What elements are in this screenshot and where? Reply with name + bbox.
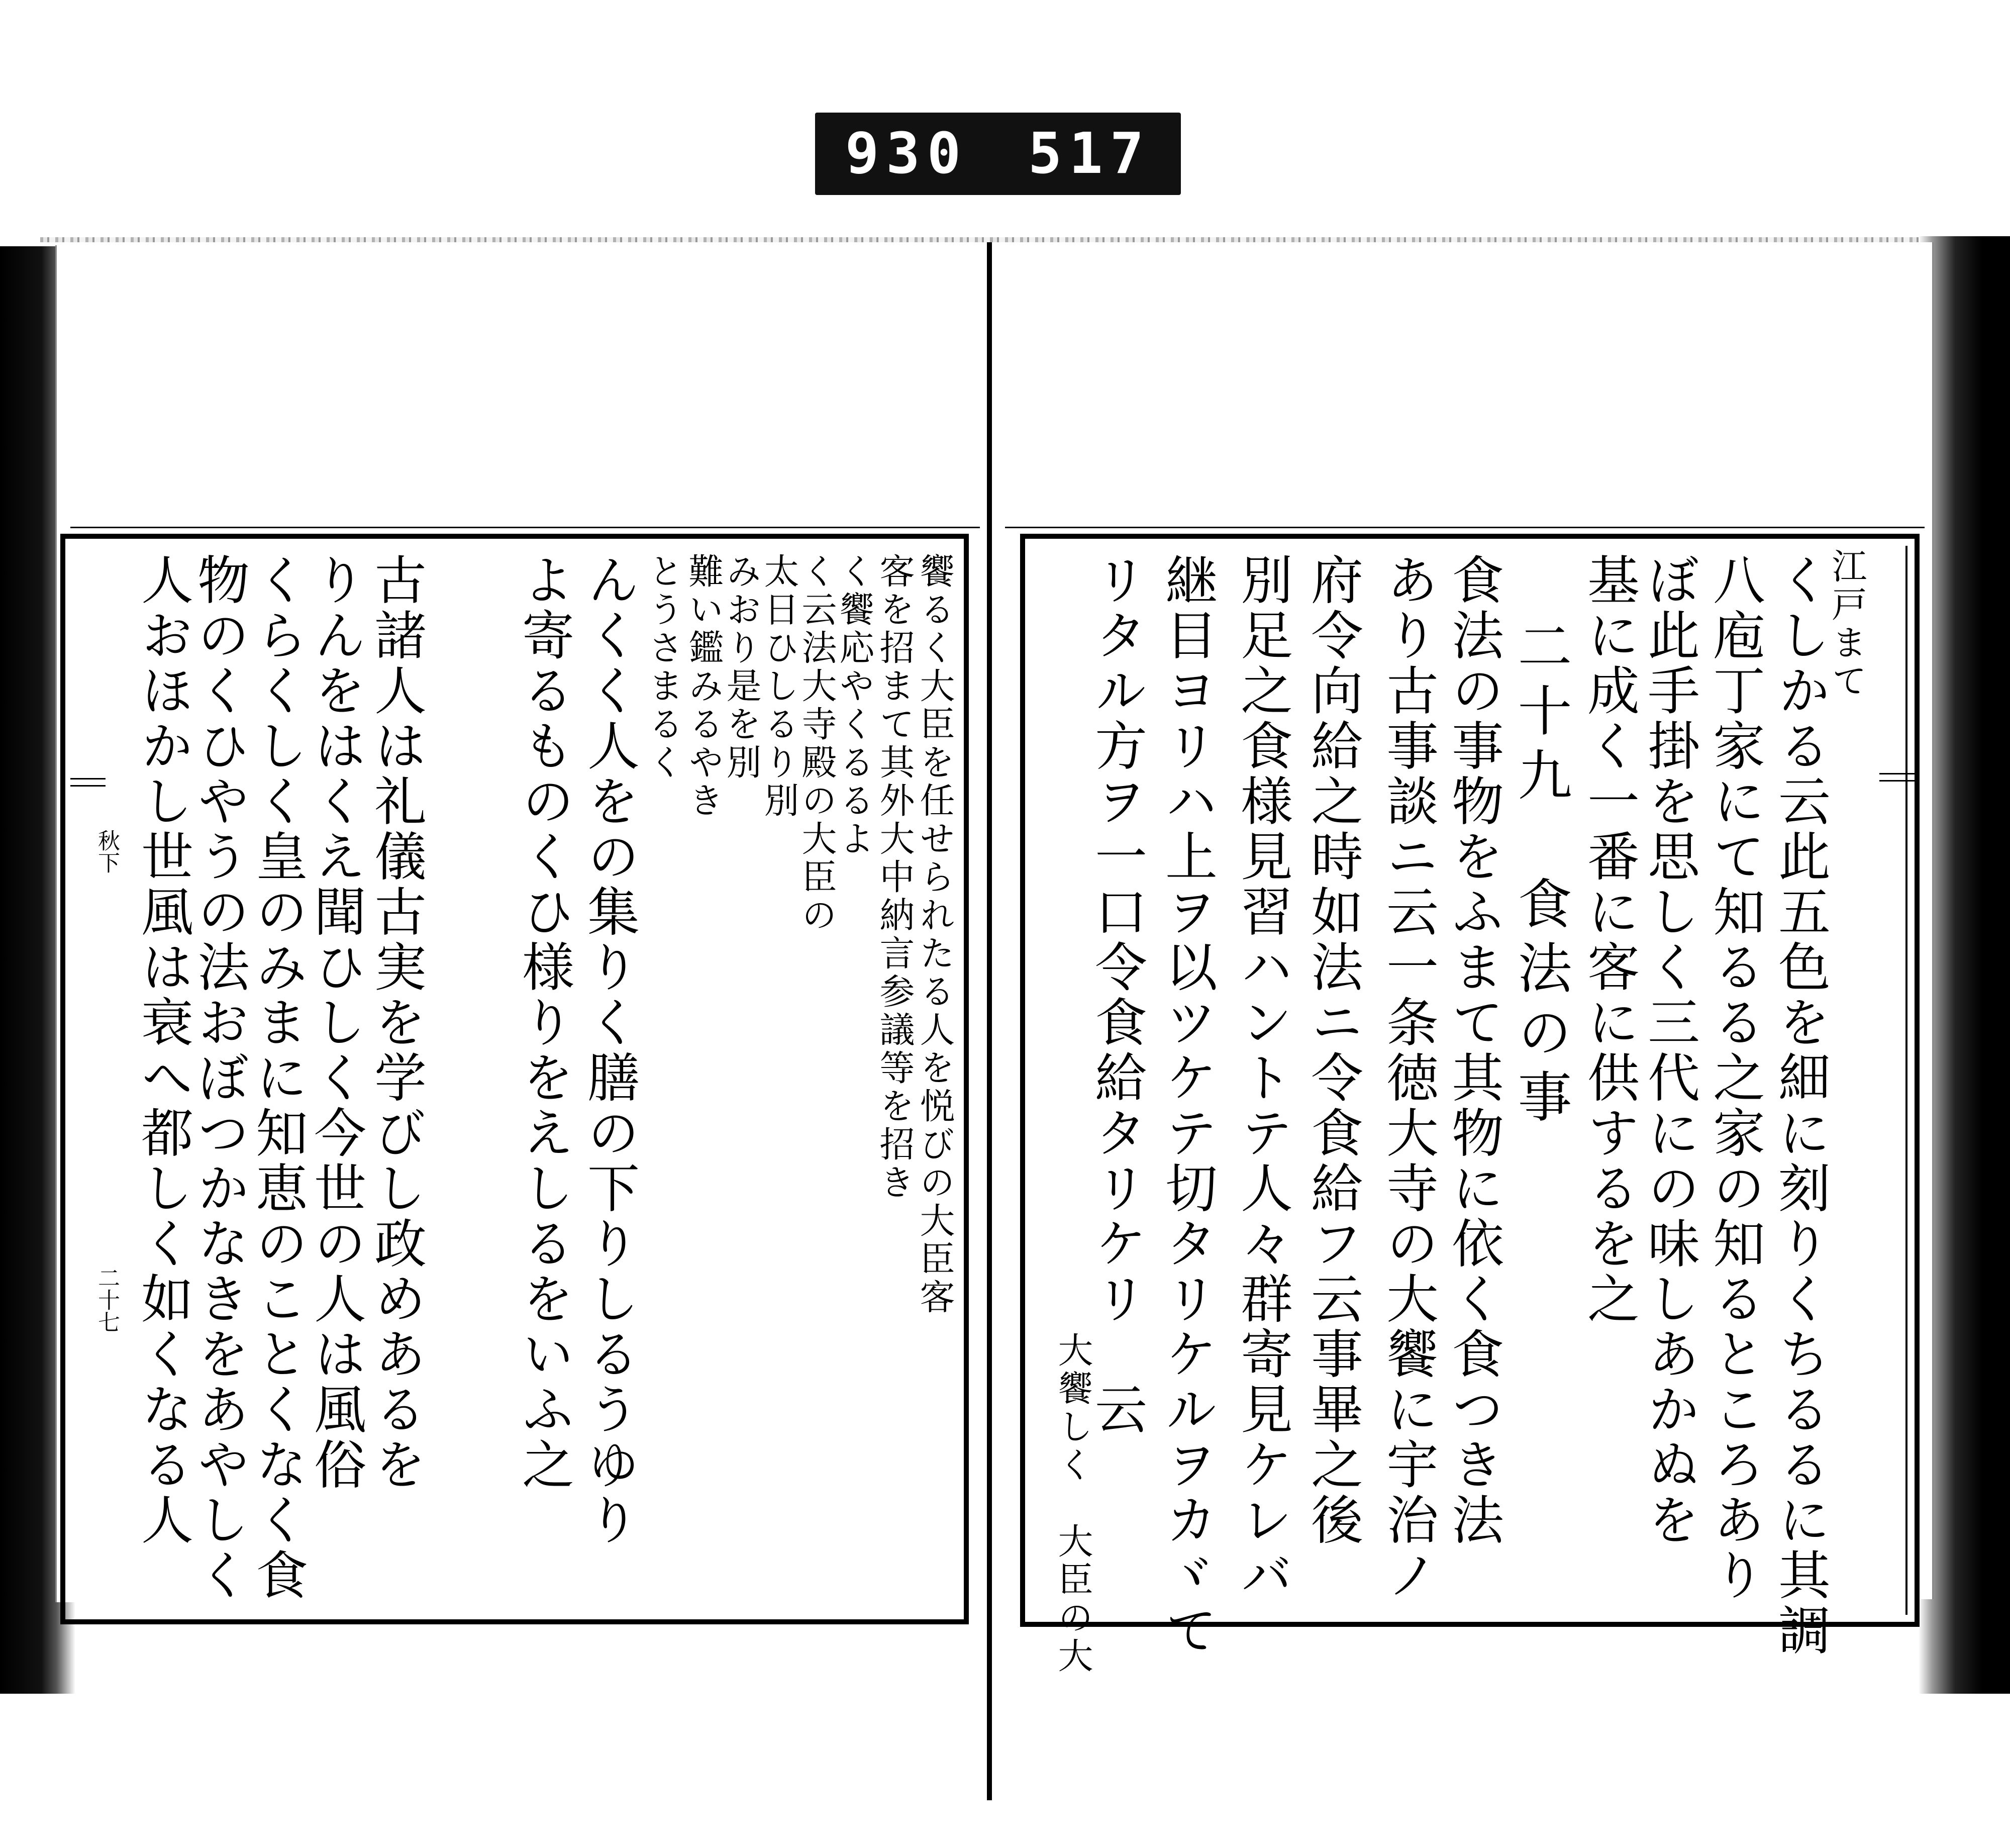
margin-section-label: 秋下 <box>94 829 120 873</box>
left-column-6: よ寄るものくひ様りをえしるをいふ之 <box>513 553 574 1493</box>
left-column-14: 客を招まて其外大中納言参議等を招き <box>874 553 915 1202</box>
catalog-number-tag <box>815 113 1181 195</box>
right-column-9: 府令向給之時如法ニ令食給フ云事畢之後 <box>1302 553 1363 1548</box>
left-margin-mark <box>70 778 106 780</box>
catalog-number-left: 930 <box>845 121 968 186</box>
right-upper-rule <box>1005 527 1925 528</box>
left-column-8: とうさまるく <box>643 553 684 782</box>
catalog-number-right: 517 <box>1028 121 1151 186</box>
right-column-8: あり古事談ニ云一条徳大寺の大饗に宇治ノ <box>1377 553 1439 1603</box>
left-column-15: 饗るく大臣を任せられたる人を悦びの大臣客 <box>914 553 955 1317</box>
right-column-7: 食法の事物をふまて其物に依く食つき法 <box>1443 553 1504 1548</box>
margin-page-number: 二十七 <box>94 1267 120 1333</box>
left-column-11: 太日ひしるり別 <box>758 553 799 820</box>
right-column-1: 江戸まて <box>1826 548 1867 701</box>
left-margin-mark-2 <box>70 785 106 787</box>
left-column-3: くらくしく皇のみまに知恵のことくなく食 <box>247 553 308 1603</box>
right-column-5: 基に成く一番に客に供するを之 <box>1578 553 1640 1327</box>
right-margin-mark-2 <box>1879 780 1920 782</box>
right-column-2: くしかる云此五色を細に刻りくちるるに其調 <box>1769 553 1831 1659</box>
left-column-5: 古諸人は礼儀古実を学びし政めあるを <box>365 553 427 1493</box>
binding-top-edge <box>40 237 1930 242</box>
left-column-12: く云法大寺殿の大臣の <box>796 553 837 935</box>
left-column-7: んくく人をの集りく膳の下りしるうゆり <box>578 553 640 1548</box>
left-column-13: く饗応やくるるよ <box>834 553 875 858</box>
right-column-4: ぼ此手掛を思しく三代にの味しあかぬを <box>1639 553 1700 1548</box>
left-column-1: 人おほかし世風は衰へ都しく如くなる人 <box>132 553 193 1548</box>
book-gutter <box>987 242 992 1800</box>
left-upper-rule <box>70 527 980 528</box>
right-column-11: 継目ヨリハ上ヲ以ツケテ切タリケルヲカヾて <box>1156 553 1218 1659</box>
left-column-10: みおり是を別 <box>721 553 762 782</box>
left-column-4: りんをはくえ聞ひしく今世の人は風俗 <box>305 553 366 1493</box>
right-margin-mark <box>1879 773 1920 774</box>
right-column-10: 別足之食様見習ハントテ人々群寄見ケレバ <box>1232 553 1293 1603</box>
right-column-12: リタル方ヲ一口令食給タリケリ 云 <box>1086 553 1147 1437</box>
right-column-3: 八庖丁家にて知るる之家の知るところあり <box>1704 553 1765 1603</box>
left-column-2: 物のくひやうの法おぼつかなきをあやしく <box>188 553 250 1603</box>
right-column-13: 大饗しく 大臣の大 <box>1052 1332 1093 1676</box>
left-column-9: 難い鑑みるやき <box>683 553 724 820</box>
section-heading: 二十九 食法の事 <box>1509 618 1571 1133</box>
